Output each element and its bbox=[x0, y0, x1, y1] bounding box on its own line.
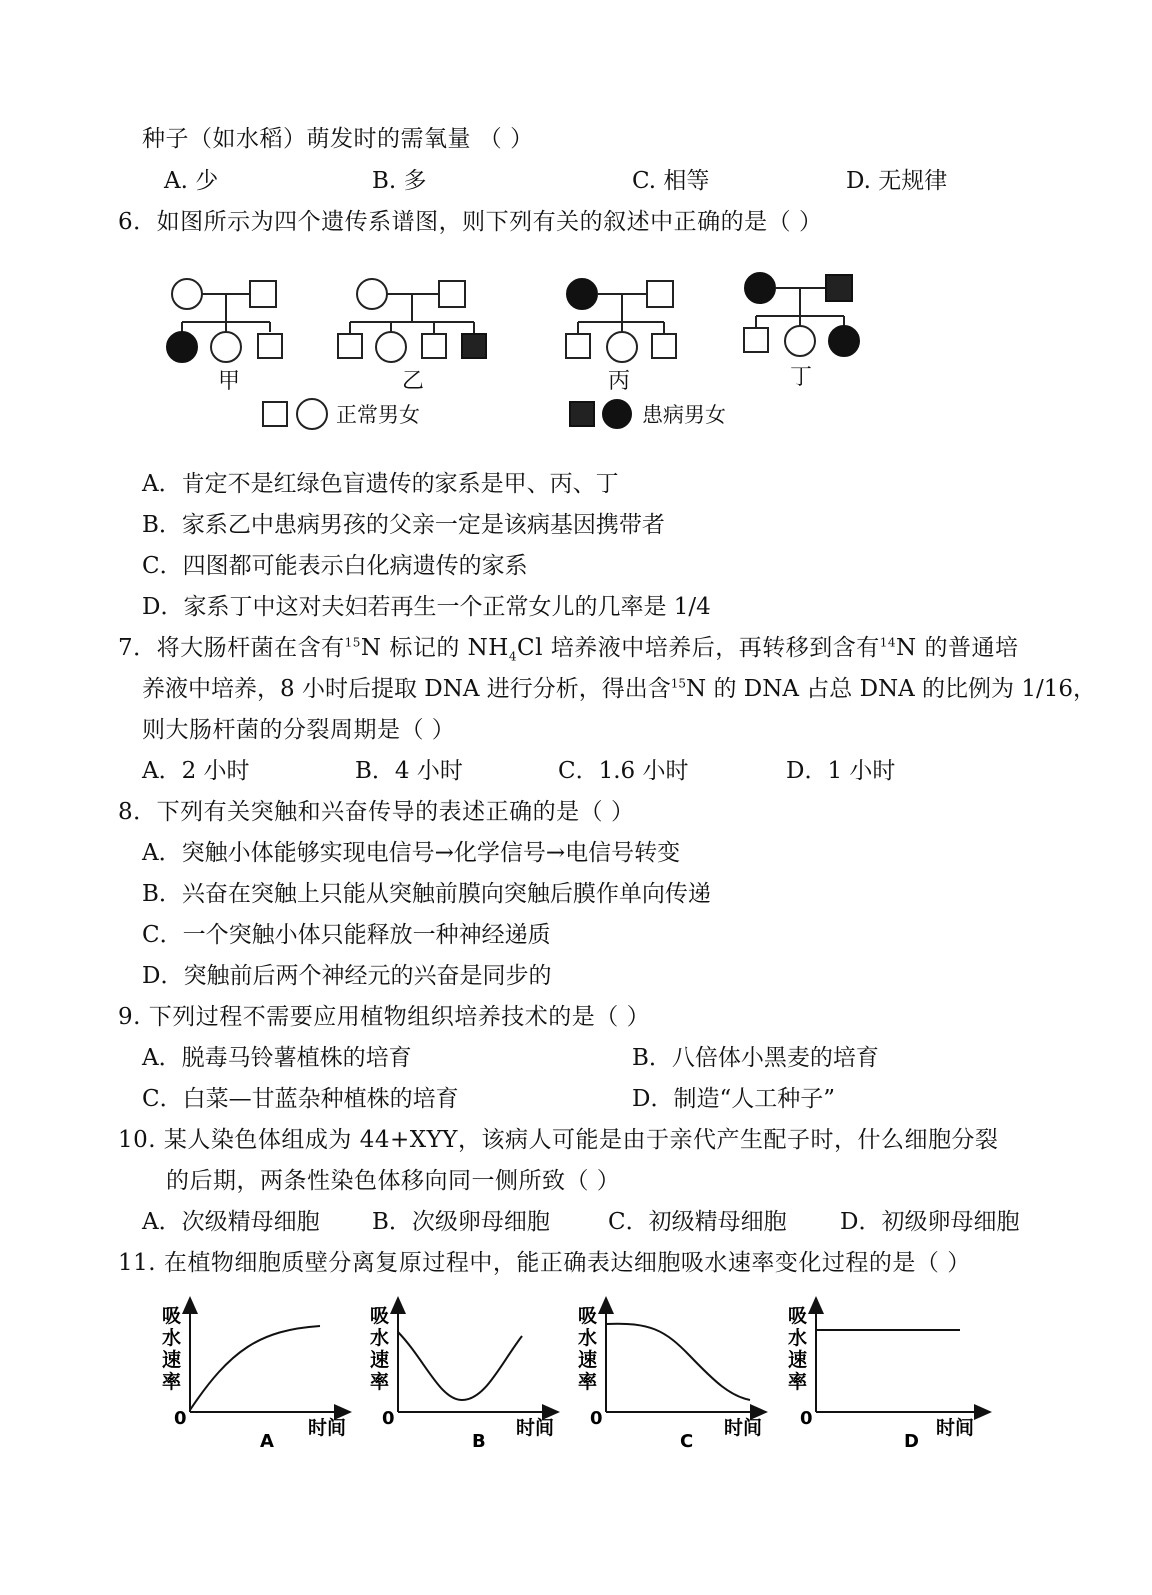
graph-d-ylabel-2: 水 bbox=[788, 1327, 808, 1349]
graph-a-xlabel: 时间 bbox=[308, 1417, 347, 1439]
graph-b-curve bbox=[398, 1332, 522, 1400]
q9-option-b: B．八倍体小黑麦的培育 bbox=[632, 1045, 879, 1071]
q10-option-d: D．初级卵母细胞 bbox=[840, 1209, 1020, 1235]
graph-d-origin: 0 bbox=[800, 1408, 813, 1429]
graph-d-ylabel-1: 吸 bbox=[788, 1305, 808, 1327]
q7-stem-line3: 则大肠杆菌的分裂周期是（ ） bbox=[142, 717, 456, 743]
q8-option-a: A．突触小体能够实现电信号→化学信号→电信号转变 bbox=[142, 840, 681, 866]
q5-option-a: A. 少 bbox=[164, 168, 219, 194]
graph-a-ylabel-4: 率 bbox=[162, 1371, 182, 1393]
q8-option-c: C．一个突触小体只能释放一种神经递质 bbox=[142, 922, 551, 948]
q7-text-part: N 标记的 NH bbox=[360, 635, 509, 661]
graph-b-ylabel-1: 吸 bbox=[370, 1305, 390, 1327]
q5-option-d: D. 无规律 bbox=[846, 168, 948, 194]
q9-option-d: D．制造“人工种子” bbox=[632, 1086, 835, 1112]
q10-option-a: A．次级精母细胞 bbox=[142, 1209, 320, 1235]
q7-option-a: A．2 小时 bbox=[142, 758, 250, 784]
graph-c-origin: 0 bbox=[590, 1408, 603, 1429]
graph-a-ylabel-2: 水 bbox=[162, 1327, 182, 1349]
q8-option-d: D．突触前后两个神经元的兴奋是同步的 bbox=[142, 963, 552, 989]
pedigree-yi bbox=[338, 279, 486, 394]
q7-text-part: 养液中培养，8 小时后提取 DNA 进行分析，得出含 bbox=[142, 676, 671, 702]
graph-a-ylabel-1: 吸 bbox=[162, 1305, 182, 1327]
q5-option-b: B. 多 bbox=[372, 168, 427, 194]
graph-c-xlabel: 时间 bbox=[724, 1417, 763, 1439]
graph-a bbox=[162, 1298, 350, 1452]
graph-b-ylabel-2: 水 bbox=[370, 1327, 390, 1349]
graph-c-ylabel-2: 水 bbox=[578, 1327, 598, 1349]
graph-a-origin: 0 bbox=[174, 1408, 187, 1429]
pedigree-label-jia: 甲 bbox=[218, 369, 241, 394]
q9-option-c: C．白菜—甘蓝杂种植株的培育 bbox=[142, 1086, 459, 1112]
graph-b-origin: 0 bbox=[382, 1408, 395, 1429]
graph-a-curve bbox=[190, 1326, 320, 1410]
q7-text-part: N 的 DNA 占总 DNA 的比例为 1/16， bbox=[686, 676, 1097, 702]
graph-d-label: D bbox=[904, 1431, 919, 1452]
pedigree-ding bbox=[744, 273, 859, 390]
graph-b-ylabel-3: 速 bbox=[370, 1349, 390, 1371]
pedigree-legend bbox=[263, 399, 726, 429]
pedigree-bing bbox=[566, 279, 676, 394]
legend-affected-label: 患病男女 bbox=[642, 403, 726, 427]
q11-stem: 11. 在植物细胞质壁分离复原过程中，能正确表达细胞吸水速率变化过程的是（ ） bbox=[118, 1250, 971, 1276]
pedigree-label-ding: 丁 bbox=[790, 365, 813, 390]
graph-c-ylabel-1: 吸 bbox=[578, 1305, 598, 1327]
graph-c bbox=[578, 1298, 766, 1452]
q10-stem-line2: 的后期，两条性染色体移向同一侧所致（ ） bbox=[166, 1168, 621, 1194]
graph-c-label: C bbox=[680, 1431, 694, 1452]
q7-isotope-15: 15 bbox=[670, 676, 687, 691]
graph-d-xlabel: 时间 bbox=[936, 1417, 975, 1439]
graph-a-label: A bbox=[260, 1431, 274, 1452]
graph-b-label: B bbox=[472, 1431, 486, 1452]
q10-stem-line1: 10. 某人染色体组成为 44+XYY，该病人可能是由于亲代产生配子时，什么细胞分裂 bbox=[118, 1127, 999, 1153]
q7-isotope-15: 15 bbox=[344, 635, 361, 650]
pedigree-label-bing: 丙 bbox=[608, 369, 631, 394]
q7-text-part: Cl 培养液中培养后，再转移到含有 bbox=[517, 635, 880, 661]
graph-d-ylabel-3: 速 bbox=[788, 1349, 808, 1371]
pedigree-jia bbox=[167, 279, 282, 394]
q8-stem: 8．下列有关突触和兴奋传导的表述正确的是（ ） bbox=[118, 799, 635, 825]
graph-a-ylabel-3: 速 bbox=[162, 1349, 182, 1371]
q6-option-c: C．四图都可能表示白化病遗传的家系 bbox=[142, 553, 528, 579]
legend-normal-label: 正常男女 bbox=[336, 403, 420, 427]
graph-b-ylabel-4: 率 bbox=[370, 1371, 390, 1393]
q7-isotope-14: 14 bbox=[879, 635, 897, 650]
q11-graphs bbox=[150, 1290, 1010, 1460]
q6-option-b: B．家系乙中患病男孩的父亲一定是该病基因携带者 bbox=[142, 512, 665, 538]
q7-text-part: 7．将大肠杆菌在含有 bbox=[118, 635, 345, 661]
q7-stem-line2 bbox=[142, 674, 1096, 704]
graph-c-ylabel-3: 速 bbox=[578, 1349, 598, 1371]
q6-option-a: A．肯定不是红绿色盲遗传的家系是甲、丙、丁 bbox=[142, 471, 619, 497]
q6-stem: 6．如图所示为四个遗传系谱图，则下列有关的叙述中正确的是（ ） bbox=[118, 209, 823, 235]
q7-option-b: B．4 小时 bbox=[355, 758, 463, 784]
q7-subscript-4: 4 bbox=[508, 649, 517, 664]
q5-option-c: C. 相等 bbox=[632, 168, 710, 194]
graph-d-ylabel-4: 率 bbox=[788, 1371, 808, 1393]
q7-stem-line1 bbox=[118, 633, 1018, 663]
q8-option-b: B．兴奋在突触上只能从突触前膜向突触后膜作单向传递 bbox=[142, 881, 711, 907]
q9-stem: 9. 下列过程不需要应用植物组织培养技术的是（ ） bbox=[118, 1004, 651, 1030]
q6-option-d: D．家系丁中这对夫妇若再生一个正常女儿的几率是 1/4 bbox=[142, 594, 711, 620]
graph-d bbox=[788, 1298, 990, 1452]
graph-c-curve bbox=[606, 1324, 750, 1400]
q5-stem: 种子（如水稻）萌发时的需氧量 （ ） bbox=[142, 126, 534, 152]
q10-option-c: C．初级精母细胞 bbox=[608, 1209, 787, 1235]
q10-option-b: B．次级卵母细胞 bbox=[372, 1209, 550, 1235]
graph-b-xlabel: 时间 bbox=[516, 1417, 555, 1439]
q7-text-part: N 的普通培 bbox=[896, 635, 1019, 661]
q7-option-d: D．1 小时 bbox=[786, 758, 896, 784]
q7-option-c: C．1.6 小时 bbox=[558, 758, 689, 784]
pedigree-label-yi: 乙 bbox=[402, 369, 425, 394]
graph-c-ylabel-4: 率 bbox=[578, 1371, 598, 1393]
q9-option-a: A．脱毒马铃薯植株的培育 bbox=[142, 1045, 412, 1071]
graph-b bbox=[370, 1298, 558, 1452]
pedigree-figure bbox=[150, 262, 890, 442]
